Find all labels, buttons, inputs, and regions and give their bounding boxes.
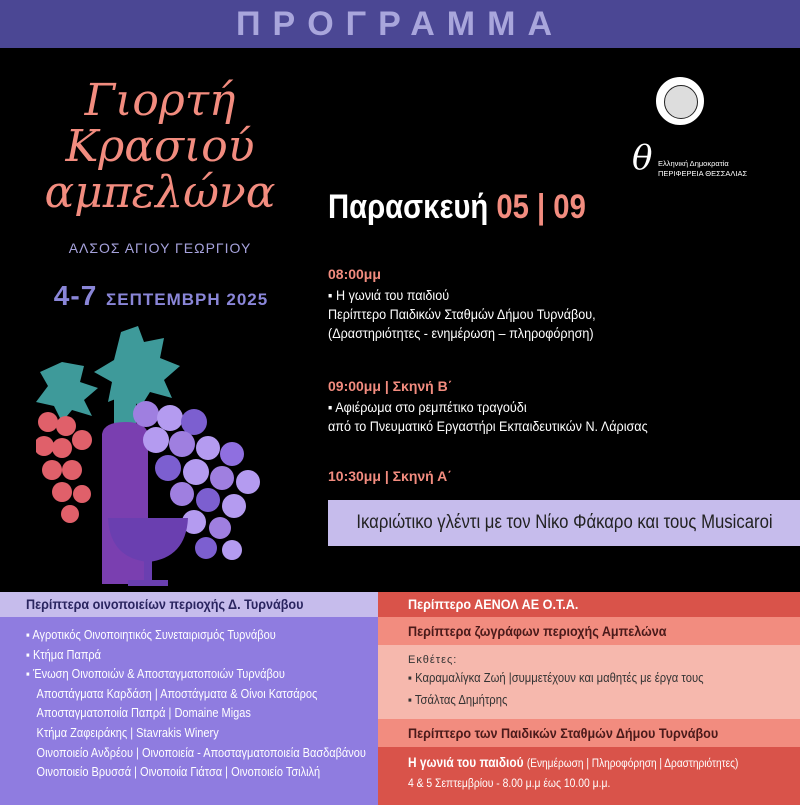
exhibitors-label: Εκθέτες: bbox=[408, 654, 458, 666]
kids-corner-desc: (Ενημέρωση | Πληροφόρηση | Δραστηριότητες) bbox=[526, 758, 739, 770]
highlight-banner bbox=[328, 500, 800, 546]
emblem-icon bbox=[654, 75, 706, 127]
festival-title bbox=[40, 75, 280, 218]
region-mark-icon: θ bbox=[632, 138, 653, 178]
exhibitor-item: ▪ Καραμαλίγκα Ζωή |συμμετέχουν και μαθητές με έργα τους bbox=[408, 671, 704, 685]
festival-title-line-1: Γιορτή bbox=[84, 75, 236, 126]
kids-corner-title bbox=[408, 755, 738, 770]
painters-row bbox=[378, 617, 800, 645]
list-sub-item: Αποσταγματοποιία Παπρά | Domaine Migas bbox=[36, 706, 251, 721]
list-item: ▪ Αγροτικός Οινοποιητικός Συνεταιρισμός Τυρνάβου bbox=[26, 626, 334, 646]
festival-month: ΣΕΠΤΕΜΒΡΗ 2025 bbox=[106, 290, 269, 309]
list-sub-item: Οινοποιείο Βρυσσά | Οινοποιία Γιάτσα | Οινοποιείο Τσιλιλή bbox=[36, 765, 321, 780]
aenol-label: Περίπτερο ΑΕΝΟΛ ΑΕ Ο.Τ.Α. bbox=[408, 596, 579, 612]
grapes-bottle-illustration bbox=[36, 322, 272, 592]
emblem bbox=[620, 75, 770, 185]
list-sub-item: Οινοποιείο Ανδρέου | Οινοποιεία - Αποσταγματοποιεία Βασδαβάνου bbox=[36, 745, 366, 760]
wineries-list bbox=[26, 626, 376, 783]
event-time: 09:00μμ | Σκηνή Β΄ bbox=[328, 378, 453, 394]
kids-corner-time: 4 & 5 Σεπτεμβρίου - 8.00 μ.μ έως 10.00 μ.μ. bbox=[408, 778, 611, 790]
wineries-heading-bar bbox=[0, 592, 378, 617]
list-sub-item: Αποστάγματα Καρδάση | Αποστάγματα & Οίνοι Κατσάρος bbox=[36, 686, 318, 701]
highlight-text: Ικαριώτικο γλέντι με τον Νίκο Φάκαρο και τους Musicaroi bbox=[355, 512, 773, 533]
event-3 bbox=[328, 468, 768, 488]
event-time: 10:30μμ | Σκηνή Α΄ bbox=[328, 468, 452, 484]
emblem-line-2: ΠΕΡΙΦΕΡΕΙΑ ΘΕΣΣΑΛΙΑΣ bbox=[658, 169, 748, 178]
event-2 bbox=[328, 378, 768, 436]
festival-dates bbox=[36, 280, 286, 312]
wineries-heading: Περίπτερα οινοποιείων περιοχής Δ. Τυρνάβου bbox=[26, 596, 304, 612]
venue: ΑΛΣΟΣ ΑΓΙΟΥ ΓΕΩΡΓΙΟΥ bbox=[68, 240, 252, 256]
aenol-row bbox=[378, 592, 800, 617]
exhibitors-box bbox=[378, 645, 800, 719]
nurseries-label: Περίπτερο των Παιδικών Σταθμών Δήμου Τυρνάβου bbox=[408, 725, 719, 741]
kids-corner-box bbox=[378, 747, 800, 805]
list-sub-item: Κτήμα Ζαφειράκης | Stavrakis Winery bbox=[36, 725, 219, 740]
event-line: από το Πνευματικό Εργαστήρι Εκπαιδευτικών Ν. Λάρισας bbox=[328, 418, 648, 434]
list-item: ▪ Ένωση Οινοποιών & Αποσταγματοποιών Τυρνάβου bbox=[26, 665, 334, 685]
header-bar bbox=[0, 0, 800, 48]
event-line: ▪ Αφιέρωμα στο ρεμπέτικο τραγούδι bbox=[328, 399, 527, 415]
painters-label: Περίπτερα ζωγράφων περιοχής Αμπελώνα bbox=[408, 623, 667, 639]
exhibitor-item: ▪ Τσάλτας Δημήτρης bbox=[408, 693, 507, 707]
list-item: ▪ Κτήμα Παπρά bbox=[26, 646, 334, 666]
event-line: ▪ Η γωνιά του παιδιού bbox=[328, 287, 450, 303]
festival-title-line-3: αμπελώνα bbox=[44, 167, 276, 218]
festival-day-range: 4-7 bbox=[53, 280, 98, 311]
event-line: (Δραστηριότητες - ενημέρωση – πληροφόρηση) bbox=[328, 325, 594, 341]
day-label: Παρασκευή bbox=[328, 188, 489, 226]
day-heading bbox=[328, 188, 586, 227]
nurseries-row bbox=[378, 719, 800, 747]
event-line: Περίπτερο Παιδικών Σταθμών Δήμου Τυρνάβου, bbox=[328, 306, 596, 322]
page-title: ΠΡΟΓΡΑΜΜΑ bbox=[235, 4, 565, 43]
emblem-line-1: Ελληνική Δημοκρατία bbox=[658, 159, 729, 168]
event-time: 08:00μμ bbox=[328, 266, 381, 282]
kids-corner-name: Η γωνιά του παιδιού bbox=[408, 755, 524, 770]
day-number: 05 | 09 bbox=[496, 188, 586, 226]
festival-title-line-2: Κρασιού bbox=[65, 121, 255, 172]
event-1 bbox=[328, 266, 768, 343]
